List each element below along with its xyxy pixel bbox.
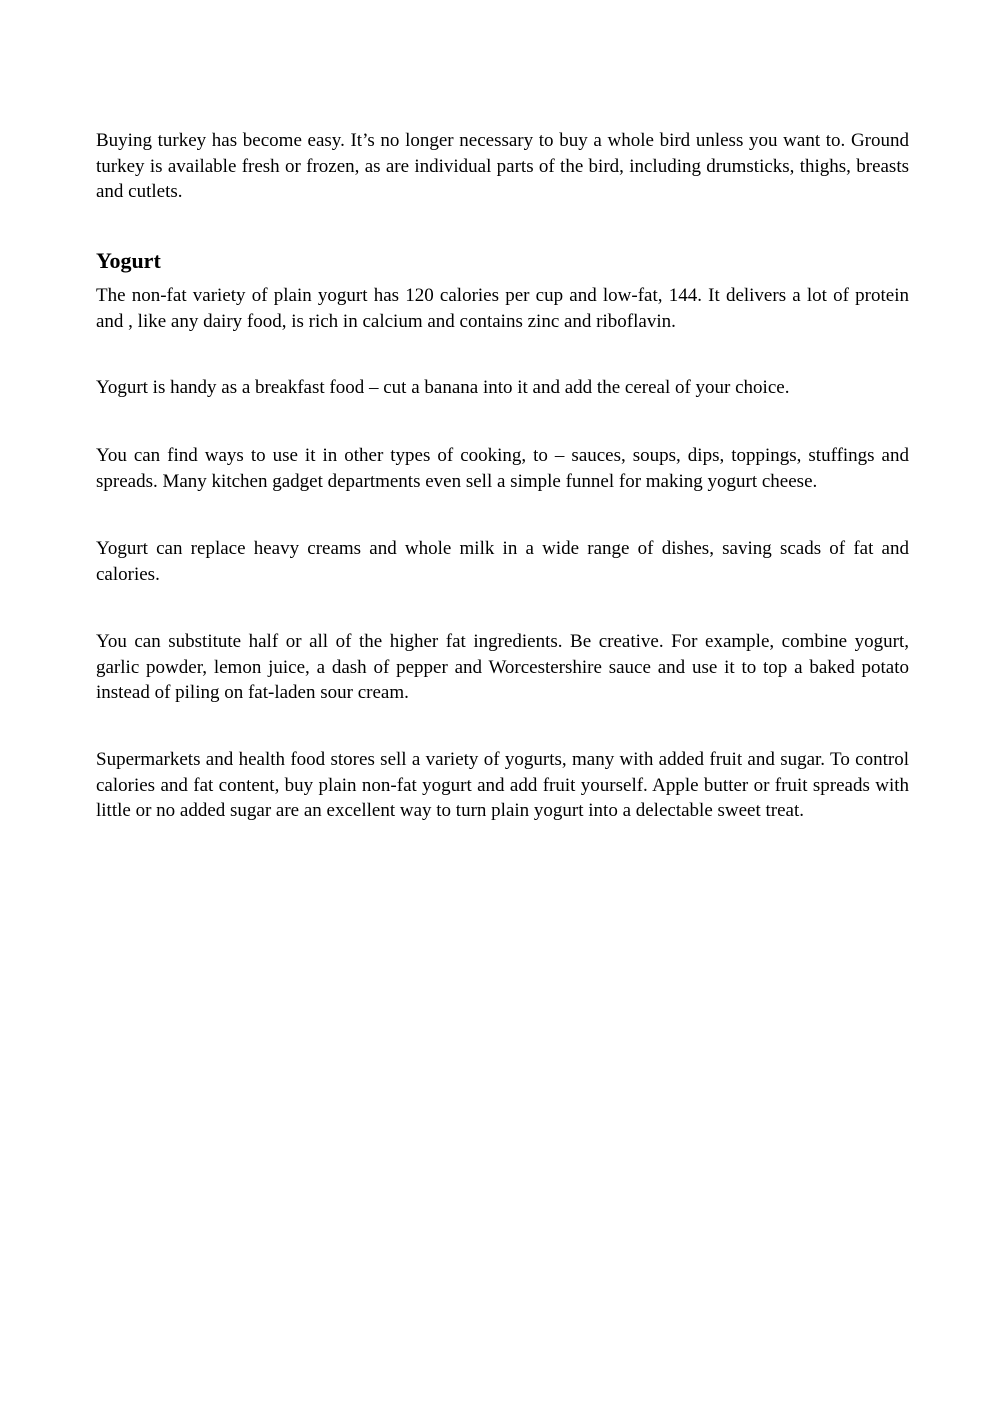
paragraph: Yogurt is handy as a breakfast food – cut a banana into it and add the cereal of your choice. xyxy=(96,377,790,398)
paragraph-turkey: Buying turkey has become easy. It’s no longer necessary to buy a whole bird unless you want to. Ground turkey is available fresh or frozen, as are individual parts of the bird, including drumsticks, thighs, breasts and cutlets. xyxy=(96,130,909,202)
section-heading-yogurt: Yogurt xyxy=(96,248,161,273)
paragraph: Supermarkets and health food stores sell a variety of yogurts, many with added fruit and sugar. To control calories and fat content, buy plain non-fat yogurt and add fruit yourself. Apple butter or fruit spreads with little or no added sugar are an excellent way to turn plain yogurt into a delectable sweet treat. xyxy=(96,749,909,821)
paragraph: You can substitute half or all of the higher fat ingredients. Be creative. For example, combine yogurt, garlic powder, lemon juice, a dash of pepper and Worcestershire sauce and use it to top a baked potato instead of piling on fat-laden sour cream. xyxy=(96,631,909,703)
paragraph: You can find ways to use it in other types of cooking, to – sauces, soups, dips, toppings, stuffings and spreads. Many kitchen gadget departments even sell a simple funnel for making yogurt cheese. xyxy=(96,445,909,492)
paragraph: Yogurt can replace heavy creams and whole milk in a wide range of dishes, saving scads of fat and calories. xyxy=(96,538,909,585)
paragraph: The non-fat variety of plain yogurt has 120 calories per cup and low-fat, 144. It delivers a lot of protein and , like any dairy food, is rich in calcium and contains zinc and riboflavin. xyxy=(96,285,909,332)
